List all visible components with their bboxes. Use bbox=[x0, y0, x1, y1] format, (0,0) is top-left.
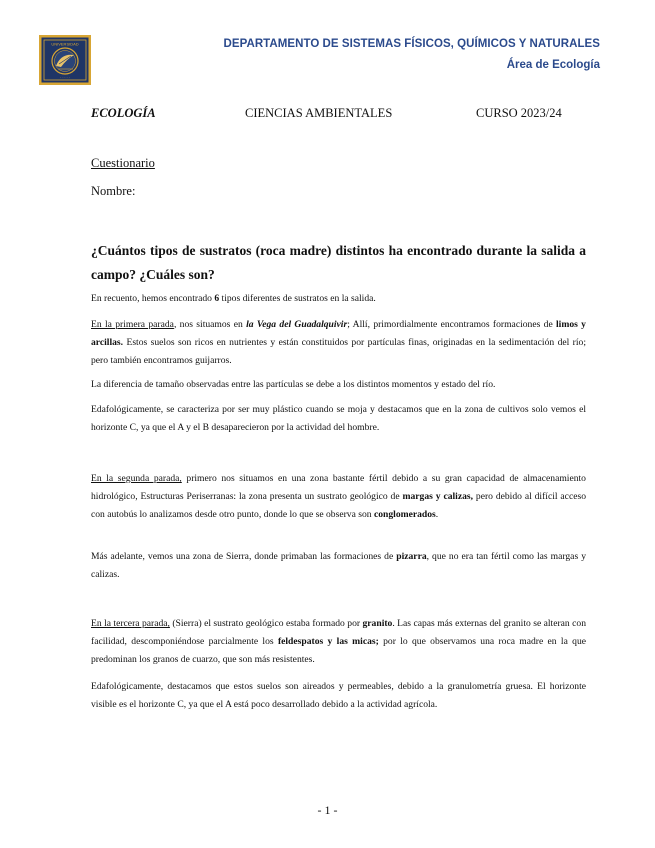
paragraph-first-stop bbox=[91, 316, 586, 370]
logo-text: UNIVERSIDAD bbox=[51, 41, 79, 47]
paragraph-edaphology-2: Edafológicamente, destacamos que estos suelos son aireados y permeables, debido a la granulometría gruesa. El horizonte visible es el horizonte C, ya que el A está poco desarrollado debido a la actividad agrícola. bbox=[91, 681, 586, 710]
paragraph-second-stop bbox=[91, 470, 586, 524]
department-title: DEPARTAMENTO DE SISTEMAS FÍSICOS, QUÍMICOS Y NATURALES bbox=[223, 38, 600, 50]
text-run: , que no era tan fértil como las margas y calizas. bbox=[91, 551, 586, 580]
paragraph-edaphology-1: Edafológicamente, se caracteriza por ser muy plástico cuando se moja y destacamos que en la zona de cultivos solo vemos el horizonte C, ya que el A y el B desaparecieron por la actividad del hombre. bbox=[91, 404, 586, 433]
svg-text:· · · · ·: · · · · · bbox=[60, 75, 70, 80]
substrate-term: pizarra bbox=[396, 551, 427, 562]
second-stop-label: En la segunda parada, bbox=[91, 473, 182, 484]
course-program: CIENCIAS AMBIENTALES bbox=[245, 106, 393, 120]
area-title: Área de Ecología bbox=[506, 59, 600, 71]
first-stop-label: En la primera parada bbox=[91, 319, 174, 330]
third-stop-label: En la tercera parada, bbox=[91, 618, 170, 629]
substrate-term: feldespatos y las micas; bbox=[277, 636, 379, 647]
text-run: , nos situamos en bbox=[173, 319, 247, 330]
questionnaire-title: Cuestionario bbox=[91, 156, 155, 170]
course-info-row bbox=[0, 106, 655, 122]
text-run: . Las capas más externas del granito se alteran con facilidad, descomponiéndose parcialmente los bbox=[91, 618, 587, 647]
paragraph-sierra bbox=[91, 548, 586, 584]
text-run: Más adelante, vemos una zona de Sierra, donde primaban las formaciones de bbox=[91, 551, 397, 562]
name-label: Nombre: bbox=[91, 184, 136, 198]
text-run: (Sierra) el sustrato geológico estaba formado por bbox=[169, 618, 363, 629]
substrate-term: granito bbox=[362, 618, 393, 629]
text-run: . bbox=[435, 509, 439, 520]
university-logo bbox=[39, 35, 91, 85]
text-run: tipos diferentes de sustratos en la salida. bbox=[219, 293, 376, 304]
page-number: - 1 - bbox=[317, 803, 338, 817]
course-subject: ECOLOGÍA bbox=[91, 106, 156, 120]
substrate-term: limos y arcillas. bbox=[91, 319, 586, 348]
location-name: la Vega del Guadalquivir bbox=[246, 319, 348, 330]
text-run: ; Allí, primordialmente encontramos formaciones de bbox=[347, 319, 557, 330]
substrate-term: margas y calizas, bbox=[402, 491, 474, 502]
text-run: En recuento, hemos encontrado bbox=[91, 293, 215, 304]
course-year: CURSO 2023/24 bbox=[476, 106, 562, 120]
paragraph-third-stop bbox=[91, 615, 586, 669]
text-run: Estos suelos son ricos en nutrientes y están constituidos por partículas finas, originadas en la sedimentación del río; pero también encontramos guijarros. bbox=[91, 337, 586, 366]
text-run: por lo que observamos una roca madre en la que predominan los granos de cuarzo, que son más resistentes. bbox=[91, 636, 586, 665]
text-run: primero nos situamos en una zona bastante fértil debido a su gran capacidad de almacenamiento hidrológico, Estructuras Periserranas: la zona presenta un sustrato geológico de bbox=[91, 473, 586, 502]
substrate-count: 6 bbox=[214, 293, 220, 304]
paragraph-particle-size: La diferencia de tamaño observadas entre las partículas se debe a los distintos momentos y estado del río. bbox=[91, 379, 496, 390]
question-heading: ¿Cuántos tipos de sustratos (roca madre) distintos ha encontrado durante la salida a campo? ¿Cuáles son? bbox=[91, 243, 586, 282]
paragraph-count bbox=[91, 290, 586, 308]
substrate-term: conglomerados bbox=[373, 509, 436, 520]
text-run: pero debido al difícil acceso con autobús lo analizamos desde otro punto, donde lo que se observa son bbox=[91, 491, 586, 520]
